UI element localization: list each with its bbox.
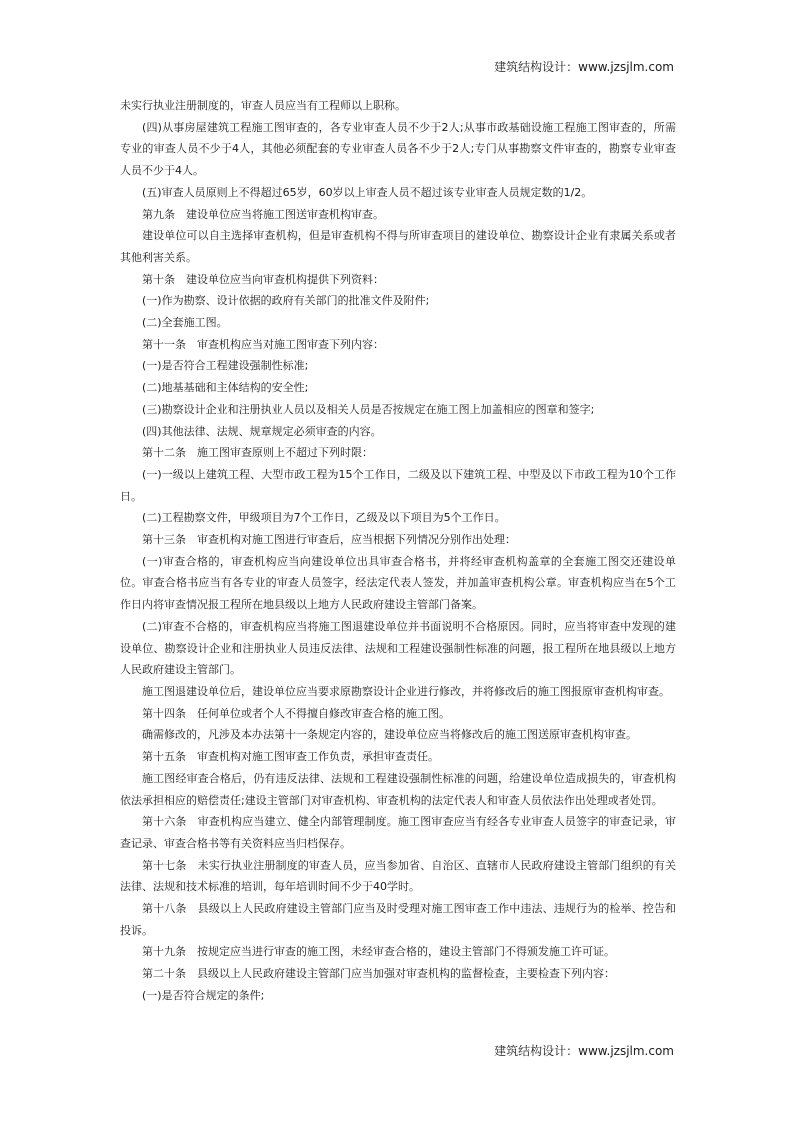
list-item: (三)勘察设计企业和注册执业人员以及相关人员是否按规定在施工图上加盖相应的图章和签字; <box>142 402 595 416</box>
list-item: (二)全套施工图。 <box>142 316 228 330</box>
article-19: 第十九条 按规定应当进行审查的施工图，未经审查合格的，建设主管部门不得颁发施工许可证。 <box>142 945 615 959</box>
paragraph: 确需修改的，凡涉及本办法第十一条规定内容的，建设单位应当将修改后的施工图送原审查机构审查。 <box>142 728 637 742</box>
paragraph: (四)从事房屋建筑工程施工图审查的，各专业审查人员不少于2人;从事市政基础设施工程施工图审查的，所需专业的审查人员不少于4人，其他必须配套的专业审查人员各不少于2人;专门从事勘察文件审查的，勘察专业审查人员不少于4人。 <box>120 120 676 178</box>
list-item: (一)审查合格的，审查机构应当向建设单位出具审查合格书，并将经审查机构盖章的全套施工图交还建设单位。审查合格书应当有各专业的审查人员签字，经法定代表人签发，并加盖审查机构公章。审查机构应当在5个工作日内将审查情况报工程所在地县级以上地方人民政府建设主管部门备案。 <box>120 554 676 612</box>
article-16: 第十六条 审查机构应当建立、健全内部管理制度。施工图审查应当有经各专业审查人员签字的审查记录，审查记录、审查合格书等有关资料应当归档保存。 <box>120 815 676 850</box>
page-footer: 建筑结构设计：www.jzsjlm.com <box>494 1044 674 1058</box>
article-11: 第十一条 审查机构应当对施工图审查下列内容： <box>142 337 384 351</box>
paragraph: 施工图退建设单位后，建设单位应当要求原勘察设计企业进行修改，并将修改后的施工图报原审查机构审查。 <box>142 684 670 698</box>
list-item: (二)工程勘察文件，甲级项目为7个工作日，乙级及以下项目为5个工作日。 <box>142 511 506 525</box>
paragraph: 建设单位可以自主选择审查机构，但是审查机构不得与所审查项目的建设单位、勘察设计企业有隶属关系或者其他利害关系。 <box>120 229 676 264</box>
article-15: 第十五条 审查机构对施工图审查工作负责，承担审查责任。 <box>142 750 439 764</box>
article-13: 第十三条 审查机构对施工图进行审查后，应当根据下列情况分别作出处理： <box>142 533 516 547</box>
paragraph: 未实行执业注册制度的，审查人员应当有工程师以上职称。 <box>120 99 406 112</box>
article-17: 第十七条 未实行执业注册制度的审查人员，应当参加省、自治区、直辖市人民政府建设主管部门组织的有关法律、法规和技术标准的培训，每年培训时间不少于40学时。 <box>120 858 676 894</box>
document-body <box>120 95 676 1007</box>
article-14: 第十四条 任何单位或者个人不得擅自修改审查合格的施工图。 <box>142 706 450 720</box>
page-header: 建筑结构设计：www.jzsjlm.com <box>494 60 674 74</box>
article-10: 第十条 建设单位应当向审查机构提供下列资料： <box>142 272 384 286</box>
list-item: (一)一级以上建筑工程、大型市政工程为15个工作日，二级及以下建筑工程、中型及以下市政工程为10个工作日。 <box>120 467 676 503</box>
paragraph: 施工图经审查合格后，仍有违反法律、法规和工程建设强制性标准的问题，给建设单位造成损失的，审查机构依法承担相应的赔偿责任;建设主管部门对审查机构、审查机构的法定代表人和审查人员依法作出处理或者处罚。 <box>120 771 676 807</box>
list-item: (二)地基基础和主体结构的安全性; <box>142 381 309 395</box>
list-item: (二)审查不合格的，审查机构应当将施工图退建设单位并书面说明不合格原因。同时，应当将审查中发现的建设单位、勘察设计企业和注册执业人员违反法律、法规和工程建设强制性标准的问题，报工程所在地县级以上地方人民政府建设主管部门。 <box>120 619 676 677</box>
paragraph: (五)审查人员原则上不得超过65岁，60岁以上审查人员不超过该专业审查人员规定数的1/2。 <box>142 185 593 199</box>
list-item: (一)是否符合规定的条件; <box>142 988 265 1002</box>
list-item: (一)是否符合工程建设强制性标准; <box>142 359 309 373</box>
article-18: 第十八条 县级以上人民政府建设主管部门应当及时受理对施工图审查工作中违法、违规行为的检举、控告和投诉。 <box>120 902 676 937</box>
list-item: (一)作为勘察、设计依据的政府有关部门的批准文件及附件; <box>142 294 430 308</box>
article-12: 第十二条 施工图审查原则上不超过下列时限： <box>142 446 373 460</box>
article-20: 第二十条 县级以上人民政府建设主管部门应当加强对审查机构的监督检查，主要检查下列内容： <box>142 967 615 981</box>
list-item: (四)其他法律、法规、规章规定必须审查的内容。 <box>142 424 382 438</box>
article-9: 第九条 建设单位应当将施工图送审查机构审查。 <box>142 207 384 221</box>
